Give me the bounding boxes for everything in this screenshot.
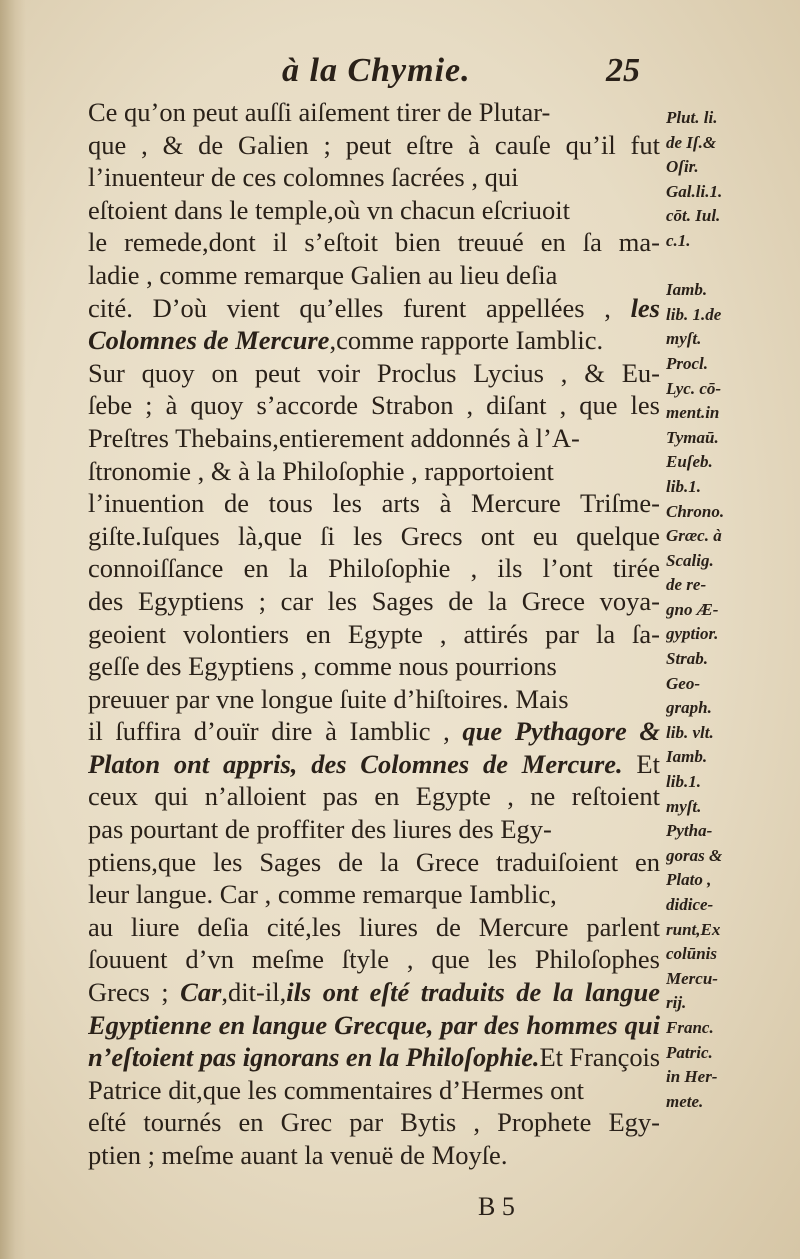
margin-note: lib. vlt. [666, 722, 714, 742]
text-segment: geoient volontiers en Egypte , attirés par la ſa- [88, 618, 660, 649]
margin-note: Chrono. [666, 501, 725, 521]
text-line [88, 324, 660, 357]
text-line [88, 911, 660, 944]
text-line [88, 194, 660, 227]
text-segment: l’inuenteur de ces colomnes ſacrées , qui [88, 162, 519, 193]
text-segment: Grecs ; [88, 977, 181, 1008]
text-segment: Patrice dit,que les commentaires d’Hermes ont [88, 1074, 584, 1105]
text-segment: geſſe des Egyptiens , comme nous pourrions [88, 651, 557, 682]
italic-segment: Car [180, 977, 222, 1008]
margin-note: Procl. [666, 353, 709, 373]
margin-note: Strab. [666, 649, 709, 669]
text-line [88, 389, 660, 422]
margin-note: c.1. [666, 230, 691, 250]
margin-note: de re- [666, 575, 707, 595]
text-line [88, 585, 660, 618]
text-line [88, 226, 660, 259]
italic-segment: ils ont eſté traduits de la langue [286, 977, 660, 1008]
margin-note: gyptior. [666, 624, 719, 644]
text-segment: preuuer par vne longue ſuite d’hiſtoires. Mais [88, 683, 569, 714]
margin-note: goras & [666, 845, 723, 865]
text-segment: des Egyptiens ; car les Sages de la Grece voya- [88, 585, 660, 616]
text-segment: Sur quoy on peut voir Proclus Lycius , & Eu- [88, 357, 660, 388]
margin-note: Plut. li. [666, 108, 718, 127]
text-segment: Et François [539, 1042, 660, 1073]
margin-note: in Her- [666, 1067, 718, 1087]
text-segment: Preſtres Thebains,entierement addonnés à l’A- [88, 422, 580, 453]
text-segment: ceux qui n’alloient pas en Egypte , ne reſtoient [88, 781, 660, 812]
text-segment: ,comme rapporte Iamblic. [329, 325, 604, 356]
text-line [88, 422, 660, 455]
margin-note: Pytha- [666, 821, 713, 841]
text-segment: le remede,dont il s’eſtoit bien treuué en ſa ma- [88, 227, 660, 258]
text-segment: cité. D’où vient qu’elles furent appellées , [88, 292, 631, 323]
italic-segment: Colomnes de Mercure [88, 325, 330, 356]
text-line [88, 259, 660, 292]
margin-note: Scalig. [666, 550, 714, 570]
margin-note: mete. [666, 1091, 704, 1111]
italic-segment: Egyptienne en langue Grecque, par des hommes qui [88, 1009, 660, 1040]
page-header [90, 52, 660, 92]
text-line [88, 1074, 660, 1107]
running-head: à la Chymie. [282, 52, 471, 89]
text-line [88, 292, 660, 325]
text-segment: Ce qu’on peut auſſi aiſement tirer de Plutar- [88, 97, 551, 127]
text-segment: ſtronomie , & à la Philoſophie , rapportoient [88, 455, 554, 486]
text-line [88, 520, 660, 553]
italic-segment: n’eſtoient pas ignorans en la Philoſophie. [88, 1042, 540, 1073]
text-line [88, 618, 660, 651]
margin-note: Græc. à [666, 526, 722, 546]
text-line [88, 1041, 660, 1074]
text-line [88, 878, 660, 911]
text-line [88, 748, 660, 781]
margin-note: Oſir. [666, 157, 699, 177]
text-line [88, 455, 660, 488]
margin-note: colūnis [666, 944, 718, 964]
margin-note: Iamb. [666, 280, 708, 300]
margin-note: Geo- [666, 673, 700, 693]
margin-note: Franc. [666, 1017, 714, 1037]
margin-note: Iamb. [666, 747, 708, 767]
margin-notes-column [666, 106, 796, 1114]
text-segment: eſté tournés en Grec par Bytis , Prophete Egy- [88, 1107, 660, 1138]
margin-note: ment.in [666, 403, 720, 423]
page-number: 25 [606, 52, 640, 89]
text-segment: giſte.Iuſques là,que ſi les Grecs ont eu quelque [88, 520, 660, 551]
margin-note: gno Æ- [666, 599, 719, 619]
text-segment: ptien ; meſme auant la venuë de Moyſe. [88, 1140, 508, 1170]
text-line [88, 683, 660, 716]
text-line [88, 552, 660, 585]
text-line [88, 1009, 660, 1042]
text-segment: ptiens,que les Sages de la Grece traduiſoient en [88, 846, 660, 877]
italic-segment: les [630, 292, 660, 323]
margin-note: Gal.li.1. [666, 181, 723, 201]
margin-note [666, 254, 796, 279]
text-line [88, 357, 660, 390]
text-segment: au liure deſia cité,les liures de Mercure parlent [88, 911, 660, 942]
text-segment: que , & de Galien ; peut eſtre à cauſe qu’il fut [88, 129, 660, 160]
italic-segment: que Pythagore & [462, 716, 660, 747]
margin-note: didice- [666, 895, 714, 914]
italic-segment: Platon ont appris, des Colomnes de Mercure. [88, 748, 623, 779]
text-line [88, 846, 660, 879]
margin-note: Euſeb. [666, 452, 713, 472]
text-line [88, 161, 660, 194]
text-line [88, 650, 660, 683]
text-segment: ,dit-il, [221, 977, 287, 1008]
text-line [88, 715, 660, 748]
text-line [88, 1139, 660, 1172]
text-segment: l’inuention de tous les arts à Mercure Triſme- [88, 488, 660, 519]
text-segment: ſouuent d’vn meſme ſtyle , que les Philoſophes [88, 944, 660, 975]
margin-note: myſt. [666, 796, 702, 816]
text-line [88, 943, 660, 976]
margin-note: lib.1. [666, 476, 701, 496]
text-segment: ladie , comme remarque Galien au lieu deſia [88, 259, 558, 290]
margin-note: Mercu- [666, 968, 718, 988]
margin-note: Plato , [666, 870, 712, 890]
margin-note: myſt. [666, 329, 702, 349]
text-line [88, 780, 660, 813]
margin-note: lib.1. [666, 772, 701, 792]
margin-note: Patric. [666, 1042, 713, 1062]
margin-note: graph. [666, 698, 712, 718]
text-line [88, 813, 660, 846]
main-text-block [88, 96, 660, 1172]
text-line [88, 1106, 660, 1139]
text-segment: connoiſſance en la Philoſophie , ils l’ont tirée [88, 553, 660, 584]
margin-note: Tymaū. [666, 427, 719, 447]
margin-note: rij. [666, 993, 687, 1013]
text-line [88, 129, 660, 162]
text-line [88, 487, 660, 520]
margin-note: de Iſ.& [666, 132, 717, 152]
margin-note: Lyc. cō- [666, 378, 722, 398]
text-line [88, 976, 660, 1009]
text-segment: eſtoient dans le temple,où vn chacun eſcriuoit [88, 194, 570, 225]
margin-note: lib. 1.de [666, 304, 722, 324]
text-segment: leur langue. Car , comme remarque Iamblic, [88, 879, 557, 910]
page-gutter-shadow [0, 0, 26, 1259]
margin-note: runt,Ex [666, 919, 721, 939]
text-line [88, 96, 660, 129]
margin-note: cōt. Iul. [666, 206, 721, 226]
text-segment: pas pourtant de proffiter des liures des Egy- [88, 814, 552, 845]
text-segment: il ſuffira d’ouïr dire à Iamblic , [88, 716, 463, 747]
text-segment: Et [622, 748, 660, 779]
text-segment: ſebe ; à quoy s’accorde Strabon , diſant , que les [88, 390, 660, 421]
signature-mark: B 5 [478, 1192, 515, 1221]
